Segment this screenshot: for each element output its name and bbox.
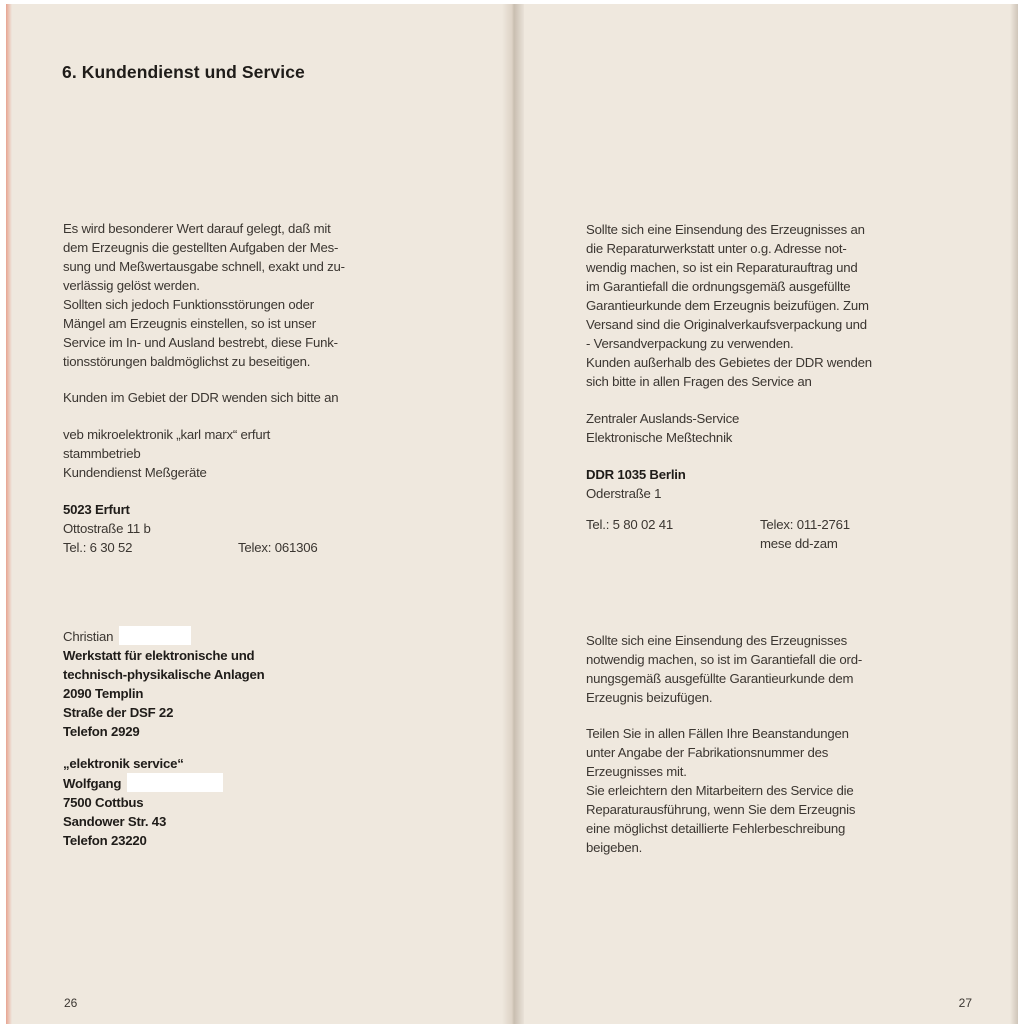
- cottbus-name-row: [63, 773, 223, 793]
- berlin-city: DDR 1035 Berlin: [586, 467, 686, 482]
- ddr-customers-text: [63, 388, 338, 407]
- erfurt-street: Ottostraße 11 b: [63, 521, 151, 536]
- warranty-paragraph: [586, 631, 862, 707]
- repair-line: Garantieurkunde dem Erzeugnis beizufügen. Zum: [586, 298, 869, 313]
- repair-line: Kunden außerhalb des Gebietes der DDR wenden: [586, 355, 872, 370]
- erfurt-city: 5023 Erfurt: [63, 502, 130, 517]
- intro-line: Sollten sich jedoch Funktionsstörungen oder: [63, 297, 314, 312]
- warranty-line: notwendig machen, so ist im Garantiefall die ord-: [586, 652, 863, 667]
- berlin-street: Oderstraße 1: [586, 486, 662, 501]
- warranty-line: nungsgemäß ausgefüllte Garantieurkunde dem: [586, 671, 854, 686]
- intro-line: Service im In- und Ausland bestrebt, diese Funk-: [63, 335, 338, 350]
- intro-line: dem Erzeugnis die gestellten Aufgaben der Mes-: [63, 240, 339, 255]
- erfurt-tel: Tel.: 6 30 52: [63, 540, 133, 555]
- templin-company-line: Werkstatt für elektronische und: [63, 648, 255, 663]
- repair-line: - Versandverpackung zu verwenden.: [586, 336, 794, 351]
- repair-line: die Reparaturwerkstatt unter o.g. Adresse not-: [586, 241, 847, 256]
- intro-line: verlässig gelöst werden.: [63, 278, 200, 293]
- templin-company-line: technisch-physikalische Anlagen: [63, 667, 265, 682]
- complaints-line: Teilen Sie in allen Fällen Ihre Beanstandungen: [586, 726, 849, 741]
- intro-paragraph: [63, 219, 345, 371]
- right-page: [520, 4, 1018, 1024]
- intro-line: tionsstörungen baldmöglichst zu beseitigen.: [63, 354, 311, 369]
- repair-paragraph: [586, 220, 872, 391]
- warranty-line: Sollte sich eine Einsendung des Erzeugnisses: [586, 633, 847, 648]
- redaction-block: [127, 773, 223, 792]
- foreign-service-line: Zentraler Auslands-Service: [586, 411, 740, 426]
- booklet-spread: [6, 4, 1018, 1024]
- repair-line: sich bitte in allen Fragen des Service an: [586, 374, 812, 389]
- berlin-address: [586, 465, 906, 553]
- templin-city: 2090 Templin: [63, 686, 144, 701]
- company-line: stammbetrieb: [63, 446, 141, 461]
- company-line: Kundendienst Meßgeräte: [63, 465, 207, 480]
- complaints-line: Erzeugnisses mit.: [586, 764, 687, 779]
- templin-address: [63, 626, 264, 741]
- templin-name-row: [63, 626, 264, 646]
- intro-line: sung und Meßwertausgabe schnell, exakt und zu-: [63, 259, 345, 274]
- complaints-line: eine möglichst detaillierte Fehlerbeschreibung: [586, 821, 846, 836]
- page-number-left: 26: [64, 996, 78, 1010]
- complaints-line: Reparaturausführung, wenn Sie dem Erzeugnis: [586, 802, 856, 817]
- foreign-service-block: [586, 409, 739, 447]
- berlin-tel: Tel.: 5 80 02 41: [586, 517, 673, 532]
- complaints-line: Sie erleichtern den Mitarbeitern des Service die: [586, 783, 854, 798]
- company-line: veb mikroelektronik „karl marx“ erfurt: [63, 427, 271, 442]
- ddr-customers-line: Kunden im Gebiet der DDR wenden sich bitte an: [63, 390, 339, 405]
- templin-first-name: Christian: [63, 629, 114, 644]
- warranty-line: Erzeugnis beizufügen.: [586, 690, 713, 705]
- templin-street: Straße der DSF 22: [63, 705, 174, 720]
- intro-line: Es wird besonderer Wert darauf gelegt, daß mit: [63, 221, 331, 236]
- repair-line: wendig machen, so ist ein Reparaturauftrag und: [586, 260, 858, 275]
- intro-line: Mängel am Erzeugnis einstellen, so ist unser: [63, 316, 316, 331]
- complaints-line: beigeben.: [586, 840, 643, 855]
- redaction-block: [119, 626, 191, 645]
- repair-line: Sollte sich eine Einsendung des Erzeugnisses an: [586, 222, 865, 237]
- complaints-paragraph: [586, 724, 855, 857]
- left-page: [6, 4, 506, 1024]
- repair-line: im Garantiefall die ordnungsgemäß ausgefüllte: [586, 279, 851, 294]
- cottbus-city: 7500 Cottbus: [63, 795, 144, 810]
- company-block: [63, 425, 270, 482]
- cottbus-company: „elektronik service“: [63, 756, 184, 771]
- cottbus-address: [63, 754, 223, 850]
- erfurt-contact-row: [63, 538, 383, 557]
- foreign-service-line: Elektronische Meßtechnik: [586, 430, 733, 445]
- berlin-contact-row: [586, 515, 906, 534]
- complaints-line: unter Angabe der Fabrikationsnummer des: [586, 745, 829, 760]
- erfurt-address: [63, 500, 383, 557]
- berlin-telex-code: mese dd-zam: [760, 536, 838, 551]
- page-number-right: 27: [958, 996, 972, 1010]
- erfurt-telex: Telex: 061306: [238, 540, 318, 555]
- cottbus-phone: Telefon 23220: [63, 833, 147, 848]
- cottbus-first-name: Wolfgang: [63, 776, 122, 791]
- repair-line: Versand sind die Originalverkaufsverpackung und: [586, 317, 867, 332]
- section-heading: 6. Kundendienst und Service: [62, 62, 305, 82]
- berlin-telex: Telex: 011-2761: [760, 517, 850, 532]
- cottbus-street: Sandower Str. 43: [63, 814, 167, 829]
- templin-phone: Telefon 2929: [63, 724, 140, 739]
